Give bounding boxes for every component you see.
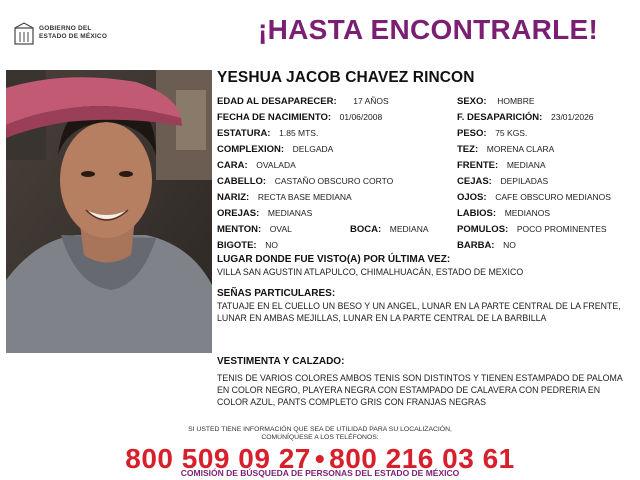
value-frente: MEDIANA <box>506 160 546 170</box>
field-ojos <box>457 191 611 204</box>
label-tez: TEZ: <box>457 144 479 155</box>
label-complexion: COMPLEXION: <box>217 144 285 155</box>
logo-line-1: GOBIERNO DEL <box>39 25 92 32</box>
value-menton: OVAL <box>269 224 292 234</box>
value-fecha-nacimiento: 01/06/2008 <box>339 112 383 122</box>
label-sexo: SEXO: <box>457 96 487 107</box>
label-barba: BARBA: <box>457 240 495 251</box>
field-edad <box>217 95 389 108</box>
value-labios: MEDIANOS <box>504 208 551 218</box>
value-edad: 17 AÑOS <box>353 96 389 106</box>
label-nariz: NARIZ: <box>217 192 250 203</box>
field-cabello <box>217 175 393 188</box>
label-orejas: OREJAS: <box>217 208 260 219</box>
value-boca: MEDIANA <box>389 224 429 234</box>
field-labios <box>457 207 550 220</box>
field-nariz <box>217 191 352 204</box>
phone-number-1: 800 509 09 27 <box>125 443 311 474</box>
label-labios: LABIOS: <box>457 208 497 219</box>
label-fecha-desaparicion: F. DESAPARICIÓN: <box>457 112 543 123</box>
logo-line-2: ESTADO DE MÉXICO <box>39 33 108 40</box>
value-pomulos: POCO PROMINENTES <box>516 224 607 234</box>
value-orejas: MEDIANAS <box>267 208 313 218</box>
last-seen-title: LUGAR DONDE FUE VISTO(A) POR ÚLTIMA VEZ: <box>217 254 451 265</box>
value-cara: OVALADA <box>256 160 296 170</box>
value-nariz: RECTA BASE MEDIANA <box>257 192 352 202</box>
field-pomulos <box>457 223 607 236</box>
label-frente: FRENTE: <box>457 160 499 171</box>
state-seal-icon <box>12 22 36 46</box>
value-fecha-desaparicion: 23/01/2026 <box>550 112 594 122</box>
field-peso <box>457 127 527 140</box>
label-edad: EDAD AL DESAPARECER: <box>217 96 337 107</box>
value-estatura: 1.85 MTS. <box>279 128 319 138</box>
field-sexo <box>457 95 535 108</box>
value-bigote: NO <box>265 240 278 250</box>
field-estatura <box>217 127 318 140</box>
label-cara: CARA: <box>217 160 248 171</box>
value-cabello: CASTAÑO OBSCURO CORTO <box>274 176 394 186</box>
field-orejas <box>217 207 312 220</box>
value-complexion: DELGADA <box>292 144 334 154</box>
label-bigote: BIGOTE: <box>217 240 257 251</box>
label-boca: BOCA: <box>350 224 382 235</box>
label-menton: MENTON: <box>217 224 262 235</box>
contact-note-line-2: COMUNÍQUESE A LOS TELÉFONOS: <box>261 434 379 441</box>
clothing-title: VESTIMENTA Y CALZADO: <box>217 356 345 367</box>
missing-person-photo <box>6 70 212 353</box>
value-sexo: HOMBRE <box>497 96 535 106</box>
label-fecha-nacimiento: FECHA DE NACIMIENTO: <box>217 112 331 123</box>
value-tez: MORENA CLARA <box>486 144 555 154</box>
field-fecha-nacimiento <box>217 111 382 124</box>
clothing-text: TENIS DE VARIOS COLORES AMBOS TENIS SON DISTINTOS Y TIENEN ESTAMPADO DE PALOMA EN COLOR NEGRO, PLAYERA NEGRA CON ESTAMPADO DE CALAVERA CON PEDRERIA EN COLOR AZUL, PANTS COMPLETO GRIS CON FRANJAS NEGRAS <box>217 373 623 407</box>
field-fecha-desaparicion <box>457 111 594 124</box>
label-pomulos: POMULOS: <box>457 224 509 235</box>
commission-name: COMISIÓN DE BÚSQUEDA DE PERSONAS DEL ESTADO DE MÉXICO <box>180 468 460 478</box>
field-tez <box>457 143 554 156</box>
field-barba <box>457 239 516 252</box>
label-ojos: OJOS: <box>457 192 487 203</box>
particular-marks-title: SEÑAS PARTICULARES: <box>217 288 336 299</box>
person-name: YESHUA JACOB CHAVEZ RINCON <box>217 69 475 86</box>
field-menton <box>217 223 292 236</box>
field-frente <box>457 159 546 172</box>
field-boca <box>350 223 429 236</box>
value-ojos: CAFE OBSCURO MEDIANOS <box>495 192 611 202</box>
field-complexion <box>217 143 333 156</box>
value-cejas: DEPILADAS <box>500 176 549 186</box>
label-cejas: CEJAS: <box>457 176 492 187</box>
field-cejas <box>457 175 548 188</box>
field-bigote <box>217 239 278 252</box>
government-logo <box>12 22 122 46</box>
label-estatura: ESTATURA: <box>217 128 271 139</box>
label-peso: PESO: <box>457 128 487 139</box>
particular-marks-text: TATUAJE EN EL CUELLO UN BESO Y UN ANGEL, LUNAR EN LA PARTE CENTRAL DE LA FRENTE, LUNAR EN AMBAS MEJILLAS, LUNAR EN LA PARTE CENTRAL DE LA BARBILLA <box>217 301 621 323</box>
contact-note-line-1: SI USTED TIENE INFORMACIÓN QUE SEA DE UTILIDAD PARA SU LOCALIZACIÓN, <box>188 426 452 433</box>
field-cara <box>217 159 296 172</box>
phone-separator: • <box>314 443 326 474</box>
last-seen-text: VILLA SAN AGUSTIN ATLAPULCO, CHIMALHUACÁN, ESTADO DE MEXICO <box>217 267 524 277</box>
value-barba: NO <box>503 240 516 250</box>
value-peso: 75 KGS. <box>495 128 528 138</box>
headline: ¡HASTA ENCONTRARLE! <box>258 14 599 45</box>
label-cabello: CABELLO: <box>217 176 267 187</box>
phone-number-2: 800 216 03 61 <box>329 443 515 474</box>
